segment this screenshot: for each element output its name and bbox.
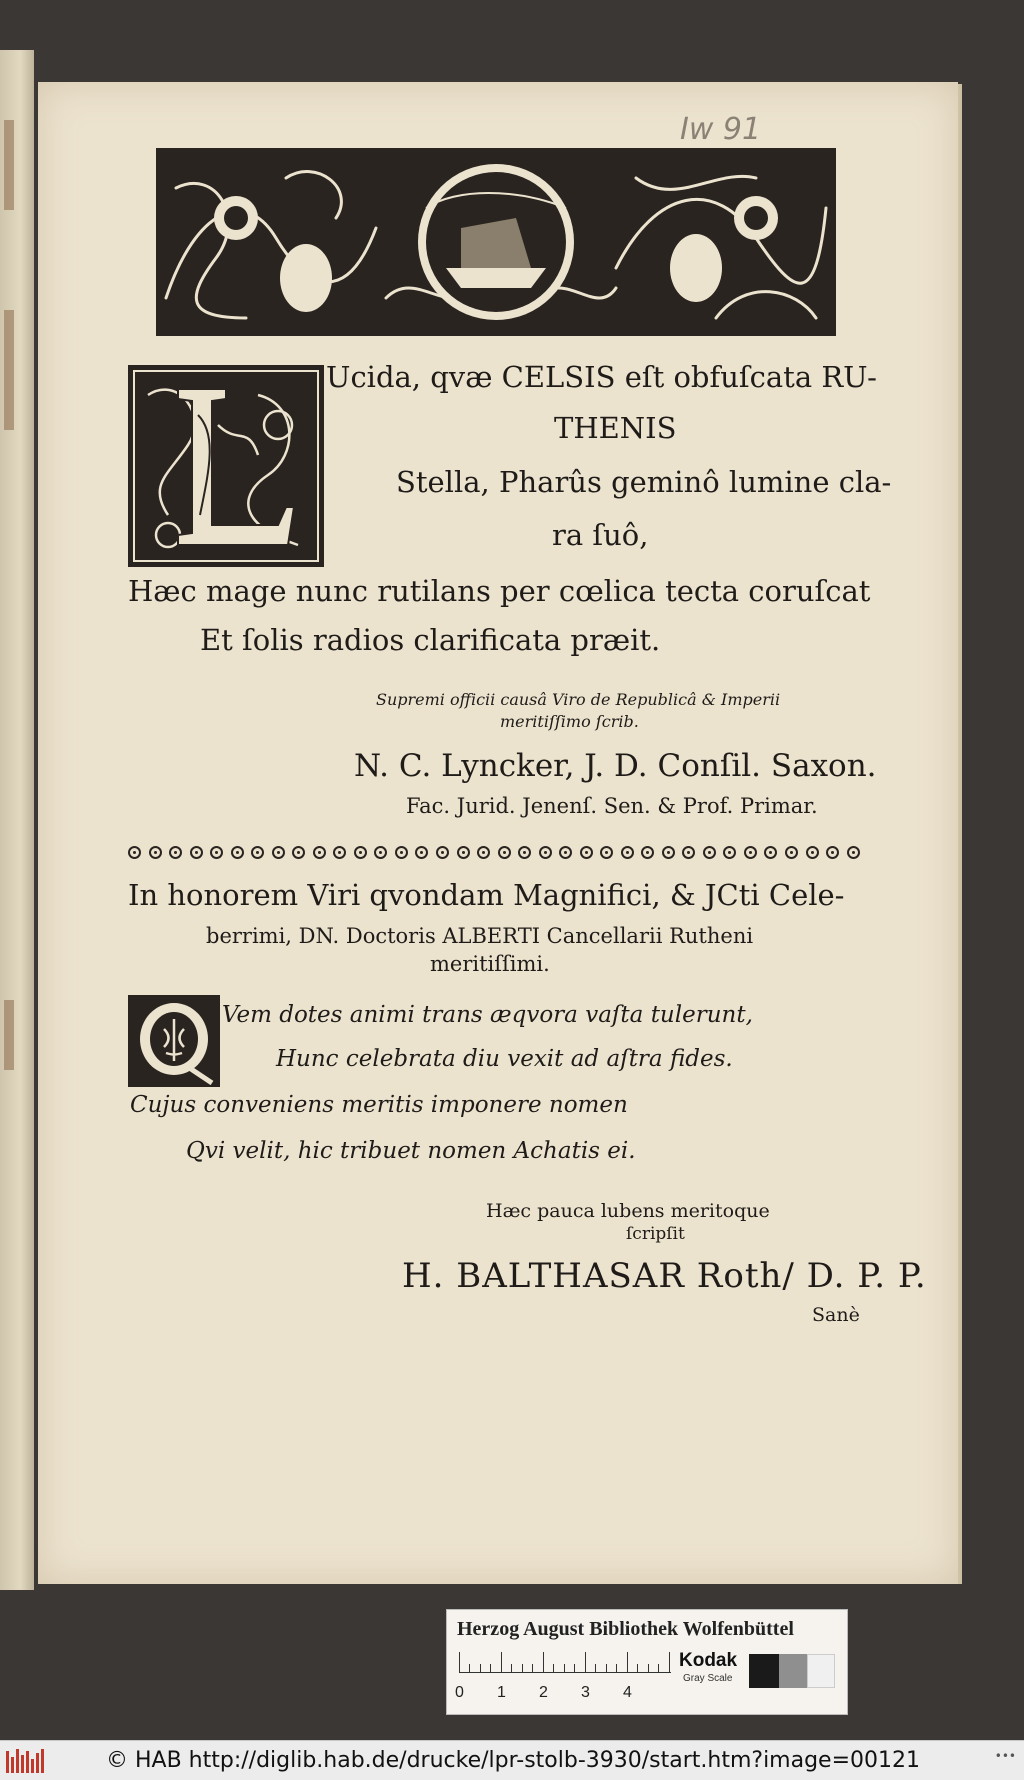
ornament-dot [518, 846, 531, 859]
ornament-dot [559, 846, 572, 859]
ornament-dot [682, 846, 695, 859]
hab-logo-icon [6, 1749, 46, 1773]
ornament-dot [744, 846, 757, 859]
gray-swatch [807, 1654, 835, 1688]
ruler-tick [637, 1664, 638, 1672]
pencil-shelfmark: Iw 91 [680, 112, 762, 147]
viewer-footer [0, 1740, 1024, 1780]
ornament-dot [641, 846, 654, 859]
closing-line: Hæc pauca lubens meritoque [486, 1200, 770, 1222]
ornament-dot [292, 846, 305, 859]
ruler-tick [459, 1652, 460, 1672]
poem2-line: Cujus conveniens meritis imponere nomen [130, 1092, 628, 1118]
woodcut-headpiece [156, 148, 836, 336]
poem1-line: Stella, Pharûs geminô lumine cla- [396, 465, 892, 499]
ruler-tick [595, 1664, 596, 1672]
ornament-dot [354, 846, 367, 859]
ornament-dot [703, 846, 716, 859]
ornamental-initial-q [128, 995, 220, 1087]
ruler-tick [480, 1664, 481, 1672]
ruler-tick [585, 1652, 586, 1672]
ornament-dot [498, 846, 511, 859]
gray-swatch [779, 1654, 807, 1688]
poem2-line: Hunc celebrata diu vexit ad aſtra fides. [276, 1046, 733, 1072]
signature-end: Sanè [812, 1304, 860, 1326]
ruler-tick [543, 1652, 544, 1672]
dedication-line: meritiſſimo ſcrib. [500, 712, 639, 731]
ornament-dot [436, 846, 449, 859]
ornament-dot [251, 846, 264, 859]
scale-number: 0 [455, 1684, 464, 1701]
ruler-tick [627, 1652, 628, 1672]
scale-ruler [459, 1652, 671, 1673]
ornament-dot [272, 846, 285, 859]
library-color-bar [446, 1609, 848, 1715]
poem1-line: THENIS [554, 411, 677, 445]
scale-number: 1 [497, 1684, 506, 1701]
ornament-dot [764, 846, 777, 859]
poem2-line: Vem dotes animi trans æqvora vaſta tulerunt, [222, 1002, 753, 1028]
ornament-dot [806, 846, 819, 859]
edge-mark [4, 1000, 14, 1070]
more-icon[interactable]: ••• [994, 1749, 1016, 1763]
ornament-dot [374, 846, 387, 859]
ornament-dot [313, 846, 326, 859]
ruler-tick [658, 1664, 659, 1672]
ornament-divider [128, 838, 860, 866]
ornament-dot [128, 846, 141, 859]
ornament-dot [600, 846, 613, 859]
ruler-tick [648, 1664, 649, 1672]
scale-number: 3 [581, 1684, 590, 1701]
ornament-dot [395, 846, 408, 859]
ruler-tick [522, 1664, 523, 1672]
ruler-tick [606, 1664, 607, 1672]
ruler-tick [669, 1652, 670, 1672]
ornament-dot [149, 846, 162, 859]
ruler-tick [511, 1664, 512, 1672]
ornament-dot [723, 846, 736, 859]
kodak-logo: Kodak [679, 1650, 738, 1671]
ruler-tick [564, 1664, 565, 1672]
signature: H. BALTHASAR Roth/ D. P. P. [402, 1256, 927, 1296]
ruler-tick [532, 1664, 533, 1672]
edge-mark [4, 310, 14, 430]
ruler-tick [553, 1664, 554, 1672]
ornament-dot [477, 846, 490, 859]
ornament-dot [190, 846, 203, 859]
previous-page-edge [0, 50, 34, 1590]
source-link[interactable]: © HAB http://diglib.hab.de/drucke/lpr-stolb-3930/start.htm?image=00121 [106, 1748, 921, 1773]
ornament-dot [210, 846, 223, 859]
ruler-tick [616, 1664, 617, 1672]
ruler-tick [501, 1652, 502, 1672]
poem2-line: Qvi velit, hic tribuet nomen Achatis ei. [186, 1138, 636, 1164]
author-name: N. C. Lyncker, J. D. Conſil. Saxon. [354, 748, 877, 784]
closing-line: ſcripſit [626, 1224, 685, 1244]
ornament-dot [580, 846, 593, 859]
author-title: Fac. Jurid. Jenenſ. Sen. & Prof. Primar. [406, 794, 818, 818]
ruler-tick [469, 1664, 470, 1672]
ornament-dot [169, 846, 182, 859]
dedication-line: Supremi officii causâ Viro de Republicâ & Imperii [376, 690, 781, 709]
ornament-dot [539, 846, 552, 859]
library-name: Herzog August Bibliothek Wolfenbüttel [457, 1618, 794, 1640]
ornament-dot [662, 846, 675, 859]
ornament-dot [457, 846, 470, 859]
edge-mark [4, 120, 14, 210]
scale-number: 4 [623, 1684, 632, 1701]
gray-scale-label: Gray Scale [683, 1673, 733, 1684]
ornament-dot [231, 846, 244, 859]
ruler-tick [490, 1664, 491, 1672]
poem2-heading: berrimi, DN. Doctoris ALBERTI Cancellarii Rutheni [206, 924, 754, 948]
poem1-line: Et ſolis radios clarificata præit. [200, 623, 661, 657]
poem2-heading: In honorem Viri qvondam Magnifici, & JCti Cele- [128, 878, 845, 912]
poem2-heading: meritiſſimi. [430, 952, 550, 976]
ornament-dot [621, 846, 634, 859]
ornamental-initial-l [128, 365, 324, 567]
ornament-dot [415, 846, 428, 859]
ruler-tick [574, 1664, 575, 1672]
gray-swatch [749, 1654, 779, 1688]
ornament-dot [785, 846, 798, 859]
ornament-dot [333, 846, 346, 859]
poem1-line: Hæc mage nunc rutilans per cœlica tecta coruſcat [128, 574, 871, 608]
ornament-dot [847, 846, 860, 859]
ornament-dot [826, 846, 839, 859]
poem1-line: ra ſuô, [552, 518, 649, 552]
poem1-line: Ucida, qvæ CELSIS eſt obfuſcata RU- [326, 360, 877, 394]
scale-number: 2 [539, 1684, 548, 1701]
